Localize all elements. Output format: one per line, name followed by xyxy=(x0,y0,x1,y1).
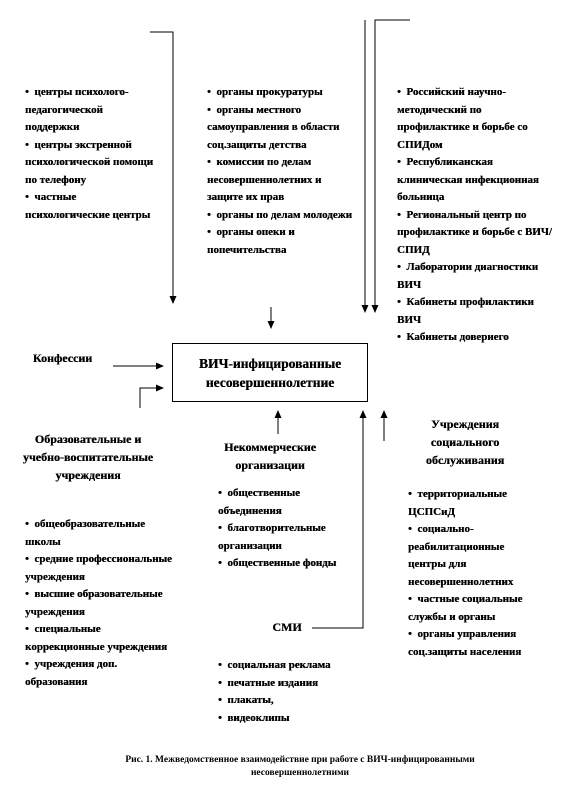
state-item-3: • комиссии по делам несовершеннолетних и защите их прав xyxy=(207,154,357,207)
nonprofit-item-2: • благотворительные организации xyxy=(218,520,338,555)
block-social xyxy=(408,486,538,661)
block-state-bodies xyxy=(207,84,357,259)
state-item-5: • органы опеки и попечительства xyxy=(207,224,357,259)
social-list xyxy=(408,486,538,661)
nonprofit-item-1: • общественные объединения xyxy=(218,485,338,520)
psych-centers-list xyxy=(25,84,155,224)
state-bodies-list xyxy=(207,84,357,259)
state-item-2: • органы местного самоуправления в области соц.защиты детства xyxy=(207,102,357,155)
psych-item-2: • центры экстренной психологической помощи по телефону xyxy=(25,137,155,190)
education-item-5: • учреждения доп. образования xyxy=(25,656,175,691)
figure-caption xyxy=(60,754,540,780)
medical-item-1: • Российский научно-методический по профилактике и борьбе со СПИДом xyxy=(397,84,552,154)
nonprofit-list xyxy=(218,485,338,573)
social-item-4: • органы управления соц.защиты населения xyxy=(408,626,538,661)
nonprofit-item-3: • общественные фонды xyxy=(218,555,338,573)
block-medical xyxy=(397,84,552,381)
medical-item-4: • Лаборатории диагностики ВИЧ xyxy=(397,259,552,294)
education-item-1: • общеобразовательные школы xyxy=(25,516,175,551)
block-nonprofit xyxy=(218,485,338,573)
caption-line-1: Рис. 1. Межведомственное взаимодействие при работе с ВИЧ-инфицированными xyxy=(125,755,475,765)
psych-item-1: • центры психолого-педагогической поддержки xyxy=(25,84,155,137)
center-node xyxy=(172,343,368,402)
block-psych-centers xyxy=(25,84,155,224)
education-list xyxy=(25,516,175,691)
smi-title: СМИ xyxy=(272,620,302,634)
social-item-2: • социально-реабилитационные центры для несовершеннолетних xyxy=(408,521,538,591)
smi-item-4: • видеоклипы xyxy=(218,710,378,728)
education-item-4: • специальные коррекционные учреждения xyxy=(25,621,175,656)
medical-item-5: • Кабинеты профилактики ВИЧ xyxy=(397,294,552,329)
block-education xyxy=(25,516,175,691)
social-title: Учреждения социального обслуживания xyxy=(425,417,505,467)
block-smi xyxy=(218,657,378,727)
smi-list xyxy=(218,657,378,727)
smi-item-2: • печатные издания xyxy=(218,675,378,693)
confessions-label: Конфессии xyxy=(32,351,93,365)
education-item-2: • средние профессиональные учреждения xyxy=(25,551,175,586)
center-line-1: ВИЧ-инфицированные xyxy=(198,355,342,371)
medical-item-6: • Кабинеты довериего xyxy=(397,329,552,347)
social-item-3: • частные социальные службы и органы xyxy=(408,591,538,626)
medical-list xyxy=(397,84,552,347)
nonprofit-title: Некоммерческие организации xyxy=(224,440,316,472)
social-item-1: • территориальные ЦСПСиД xyxy=(408,486,538,521)
medical-item-3: • Региональный центр по профилактике и борьбе с ВИЧ/ СПИД xyxy=(397,207,552,260)
center-line-2: несовершеннолетние xyxy=(205,374,335,390)
smi-item-1: • социальная реклама xyxy=(218,657,378,675)
arrow-education xyxy=(140,388,163,408)
caption-line-2: несовершеннолетними xyxy=(250,768,350,778)
smi-item-3: • плакаты, xyxy=(218,692,378,710)
medical-item-2: • Республиканская клиническая инфекционная больница xyxy=(397,154,552,207)
education-title: Образовательные и учебно-воспитательные учреждения xyxy=(22,432,154,482)
education-item-3: • высшие образовательные учреждения xyxy=(25,586,175,621)
state-item-4: • органы по делам молодежи xyxy=(207,207,357,225)
state-item-1: • органы прокуратуры xyxy=(207,84,357,102)
psych-item-3: • частные психологические центры xyxy=(25,189,155,224)
